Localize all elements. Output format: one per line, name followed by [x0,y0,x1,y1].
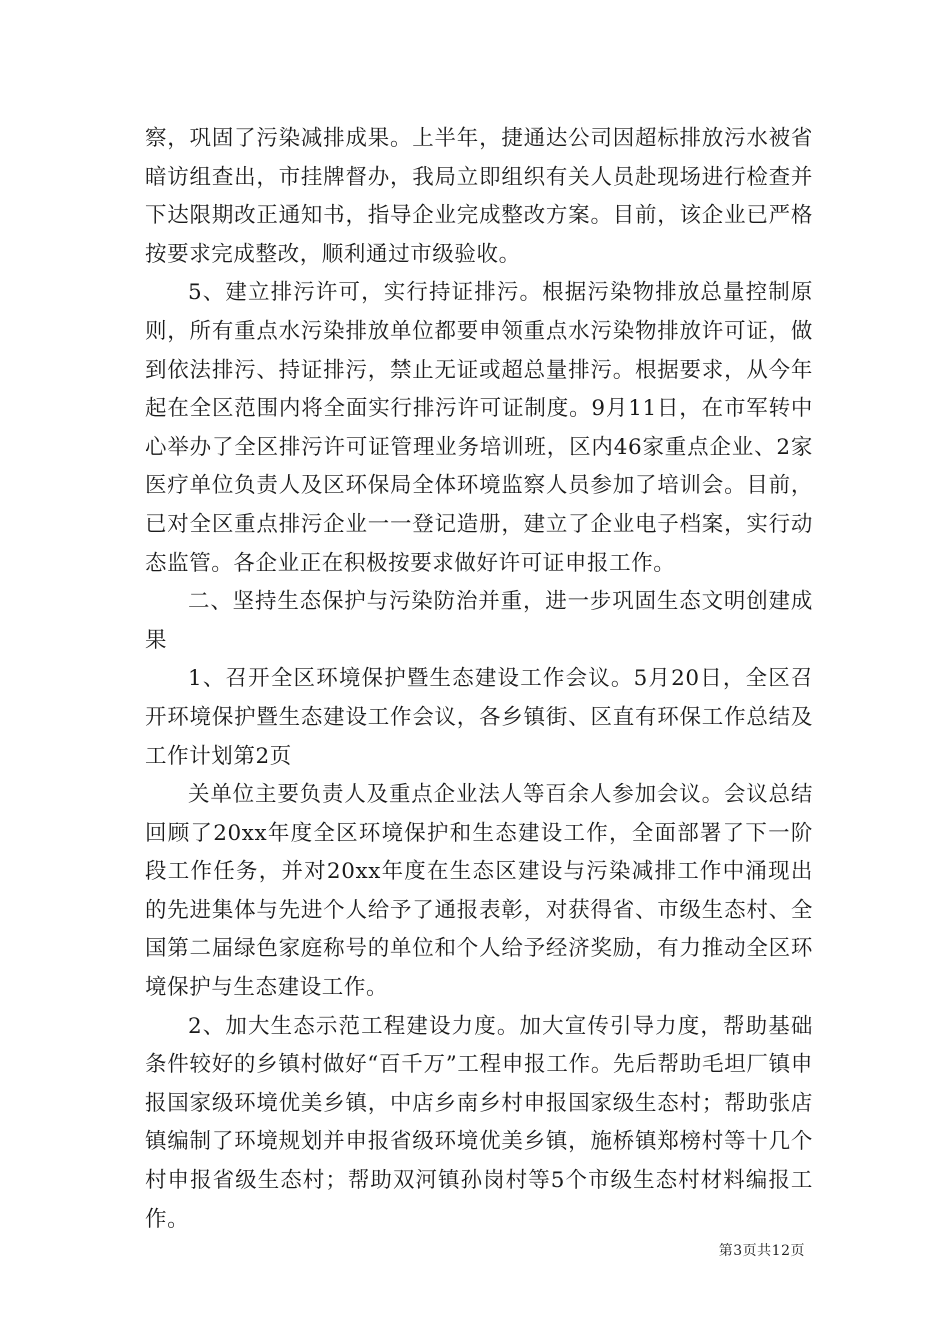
document-body [145,120,813,1239]
paragraph-1: 察，巩固了污染减排成果。上半年，捷通达公司因超标排放污水被省暗访组查出，市挂牌督办，我局立即组织有关人员赴现场进行检查并下达限期改正通知书，指导企业完成整改方案。目前，该企业已严格按要求完成整改，顺利通过市级验收。 [145,126,813,267]
page-number-footer: 第3页共12页 [718,1243,805,1259]
section-heading: 二、坚持生态保护与污染防治并重，进一步巩固生态文明创建成果 [145,589,813,653]
paragraph-3: 1、召开全区环境保护暨生态建设工作会议。5月20日，全区召开环境保护暨生态建设工作会议，各乡镇街、区直有环保工作总结及工作计划第2页 [145,666,813,769]
paragraph-2: 5、建立排污许可，实行持证排污。根据污染物排放总量控制原则，所有重点水污染排放单位都要申领重点水污染物排放许可证，做到依法排污、持证排污，禁止无证或超总量排污。根据要求，从今年起在全区范围内将全面实行排污许可证制度。9月11日，在市军转中心举办了全区排污许可证管理业务培训班，区内46家重点企业、2家医疗单位负责人及区环保局全体环境监察人员参加了培训会。目前，已对全区重点排污企业一一登记造册，建立了企业电子档案，实行动态监管。各企业正在积极按要求做好许可证申报工作。 [145,280,813,576]
paragraph-4: 关单位主要负责人及重点企业法人等百余人参加会议。会议总结回顾了20xx年度全区环境保护和生态建设工作，全面部署了下一阶段工作任务，并对20xx年度在生态区建设与污染减排工作中涌现出的先进集体与先进个人给予了通报表彰，对获得省、市级生态村、全国第二届绿色家庭称号的单位和个人给予经济奖励，有力推动全区环境保护与生态建设工作。 [145,782,813,1001]
paragraph-5: 2、加大生态示范工程建设力度。加大宣传引导力度，帮助基础条件较好的乡镇村做好“百千万”工程申报工作。先后帮助毛坦厂镇申报国家级环境优美乡镇，中店乡南乡村申报国家级生态村；帮助张店镇编制了环境规划并申报省级环境优美乡镇，施桥镇郑榜村等十几个村申报省级生态村；帮助双河镇孙岗村等5个市级生态村材料编报工作。 [145,1013,813,1232]
